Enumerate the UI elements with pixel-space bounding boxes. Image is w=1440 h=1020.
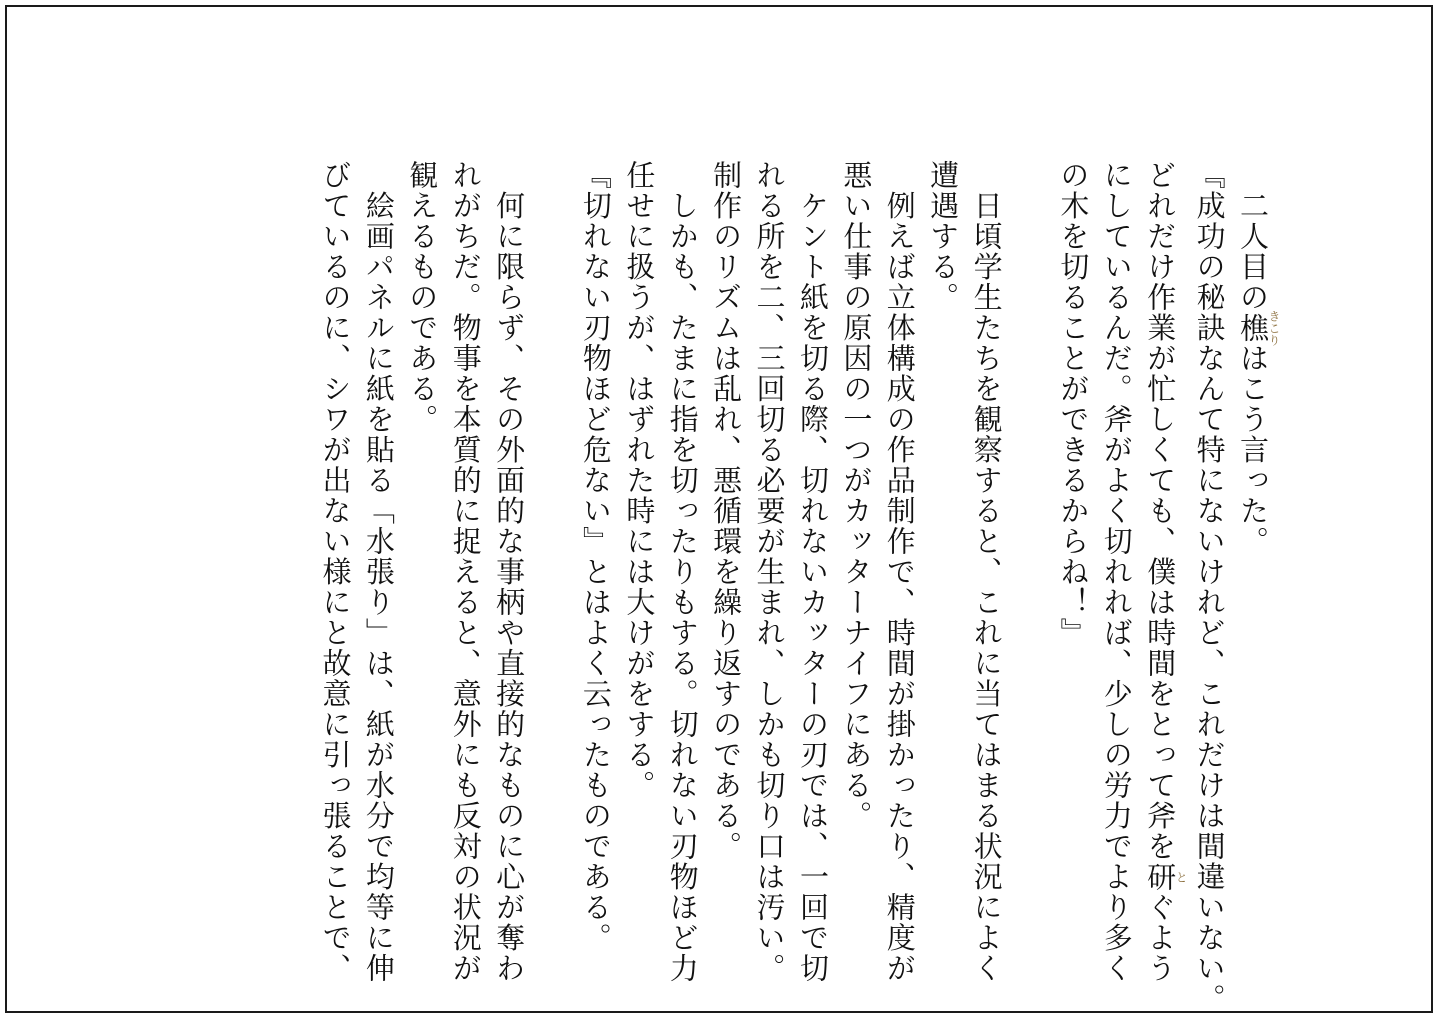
text-segment: 絵画パネルに紙を貼る「水張り」は、紙が水分で均等に伸: [361, 190, 396, 984]
text-line: [877, 160, 920, 984]
ruby-word: [1236, 309, 1281, 346]
text-line: 遭遇する。: [926, 160, 961, 313]
blank-line: [1008, 160, 1051, 920]
vertical-text-body: [313, 160, 1281, 1014]
text-segment: 例えば立体構成の作品制作で、時間が掛かったり、精度が: [882, 190, 917, 984]
text-line: [1231, 160, 1280, 920]
text-line: [356, 160, 399, 984]
text-line: [1138, 160, 1189, 984]
text-line: 『成功の秘訣なんて特にないけれど、これだけは間違いない。: [1192, 160, 1227, 1014]
text-line: 制作のリズムは乱れ、悪循環を繰り返すのである。: [709, 160, 744, 862]
ruby-base: 樵: [1236, 309, 1270, 346]
text-segment: ケント紙を切る際、切れないカッターの刃では、一回で切: [795, 190, 830, 984]
blank-line: [530, 160, 573, 920]
text-line: 任せに扱うが、はずれた時には大けがをする。: [622, 160, 657, 801]
text-line: の木を切ることができるからね！』: [1056, 160, 1091, 648]
text-segment: どれだけ作業が忙しくても、僕は時間をとって斧を: [1143, 160, 1178, 862]
ruby-word: [1143, 861, 1189, 893]
text-segment: 日頃学生たちを観察すると、これに当てはまる状況によく: [969, 190, 1004, 984]
ruby-base: 研: [1143, 861, 1178, 892]
ruby-reading: きこり: [1267, 309, 1281, 346]
text-segment: しかも、たまに指を切ったりもする。切れない刃物ほど力: [665, 190, 700, 984]
text-segment: はこう言った。: [1236, 343, 1270, 557]
text-line: にしているんだ。斧がよく切れれば、少しの労力でより多く: [1099, 160, 1134, 984]
text-line: [487, 160, 530, 984]
text-line: [964, 160, 1007, 984]
text-line: びているのに、シワが出ない様にと故意に引っ張ることで、: [318, 160, 353, 984]
text-line: [791, 160, 834, 984]
text-segment: 二人目の: [1236, 190, 1270, 313]
ruby-reading: と: [1174, 861, 1189, 892]
text-line: [660, 160, 703, 984]
text-segment: 何に限らず、その外面的な事柄や直接的なものに心が奪わ: [492, 190, 527, 984]
text-line: れがちだ。物事を本質的に捉えると、意外にも反対の状況が: [448, 160, 483, 984]
text-line: 悪い仕事の原因の一つがカッターナイフにある。: [839, 160, 874, 831]
text-line: 観えるものである。: [405, 160, 440, 435]
text-segment: ぐよう: [1143, 892, 1178, 984]
text-line: れる所を二、三回切る必要が生まれ、しかも切り口は汚い。: [752, 160, 787, 984]
text-line: 『切れない刃物ほど危ない』とはよく云ったものである。: [578, 160, 613, 953]
